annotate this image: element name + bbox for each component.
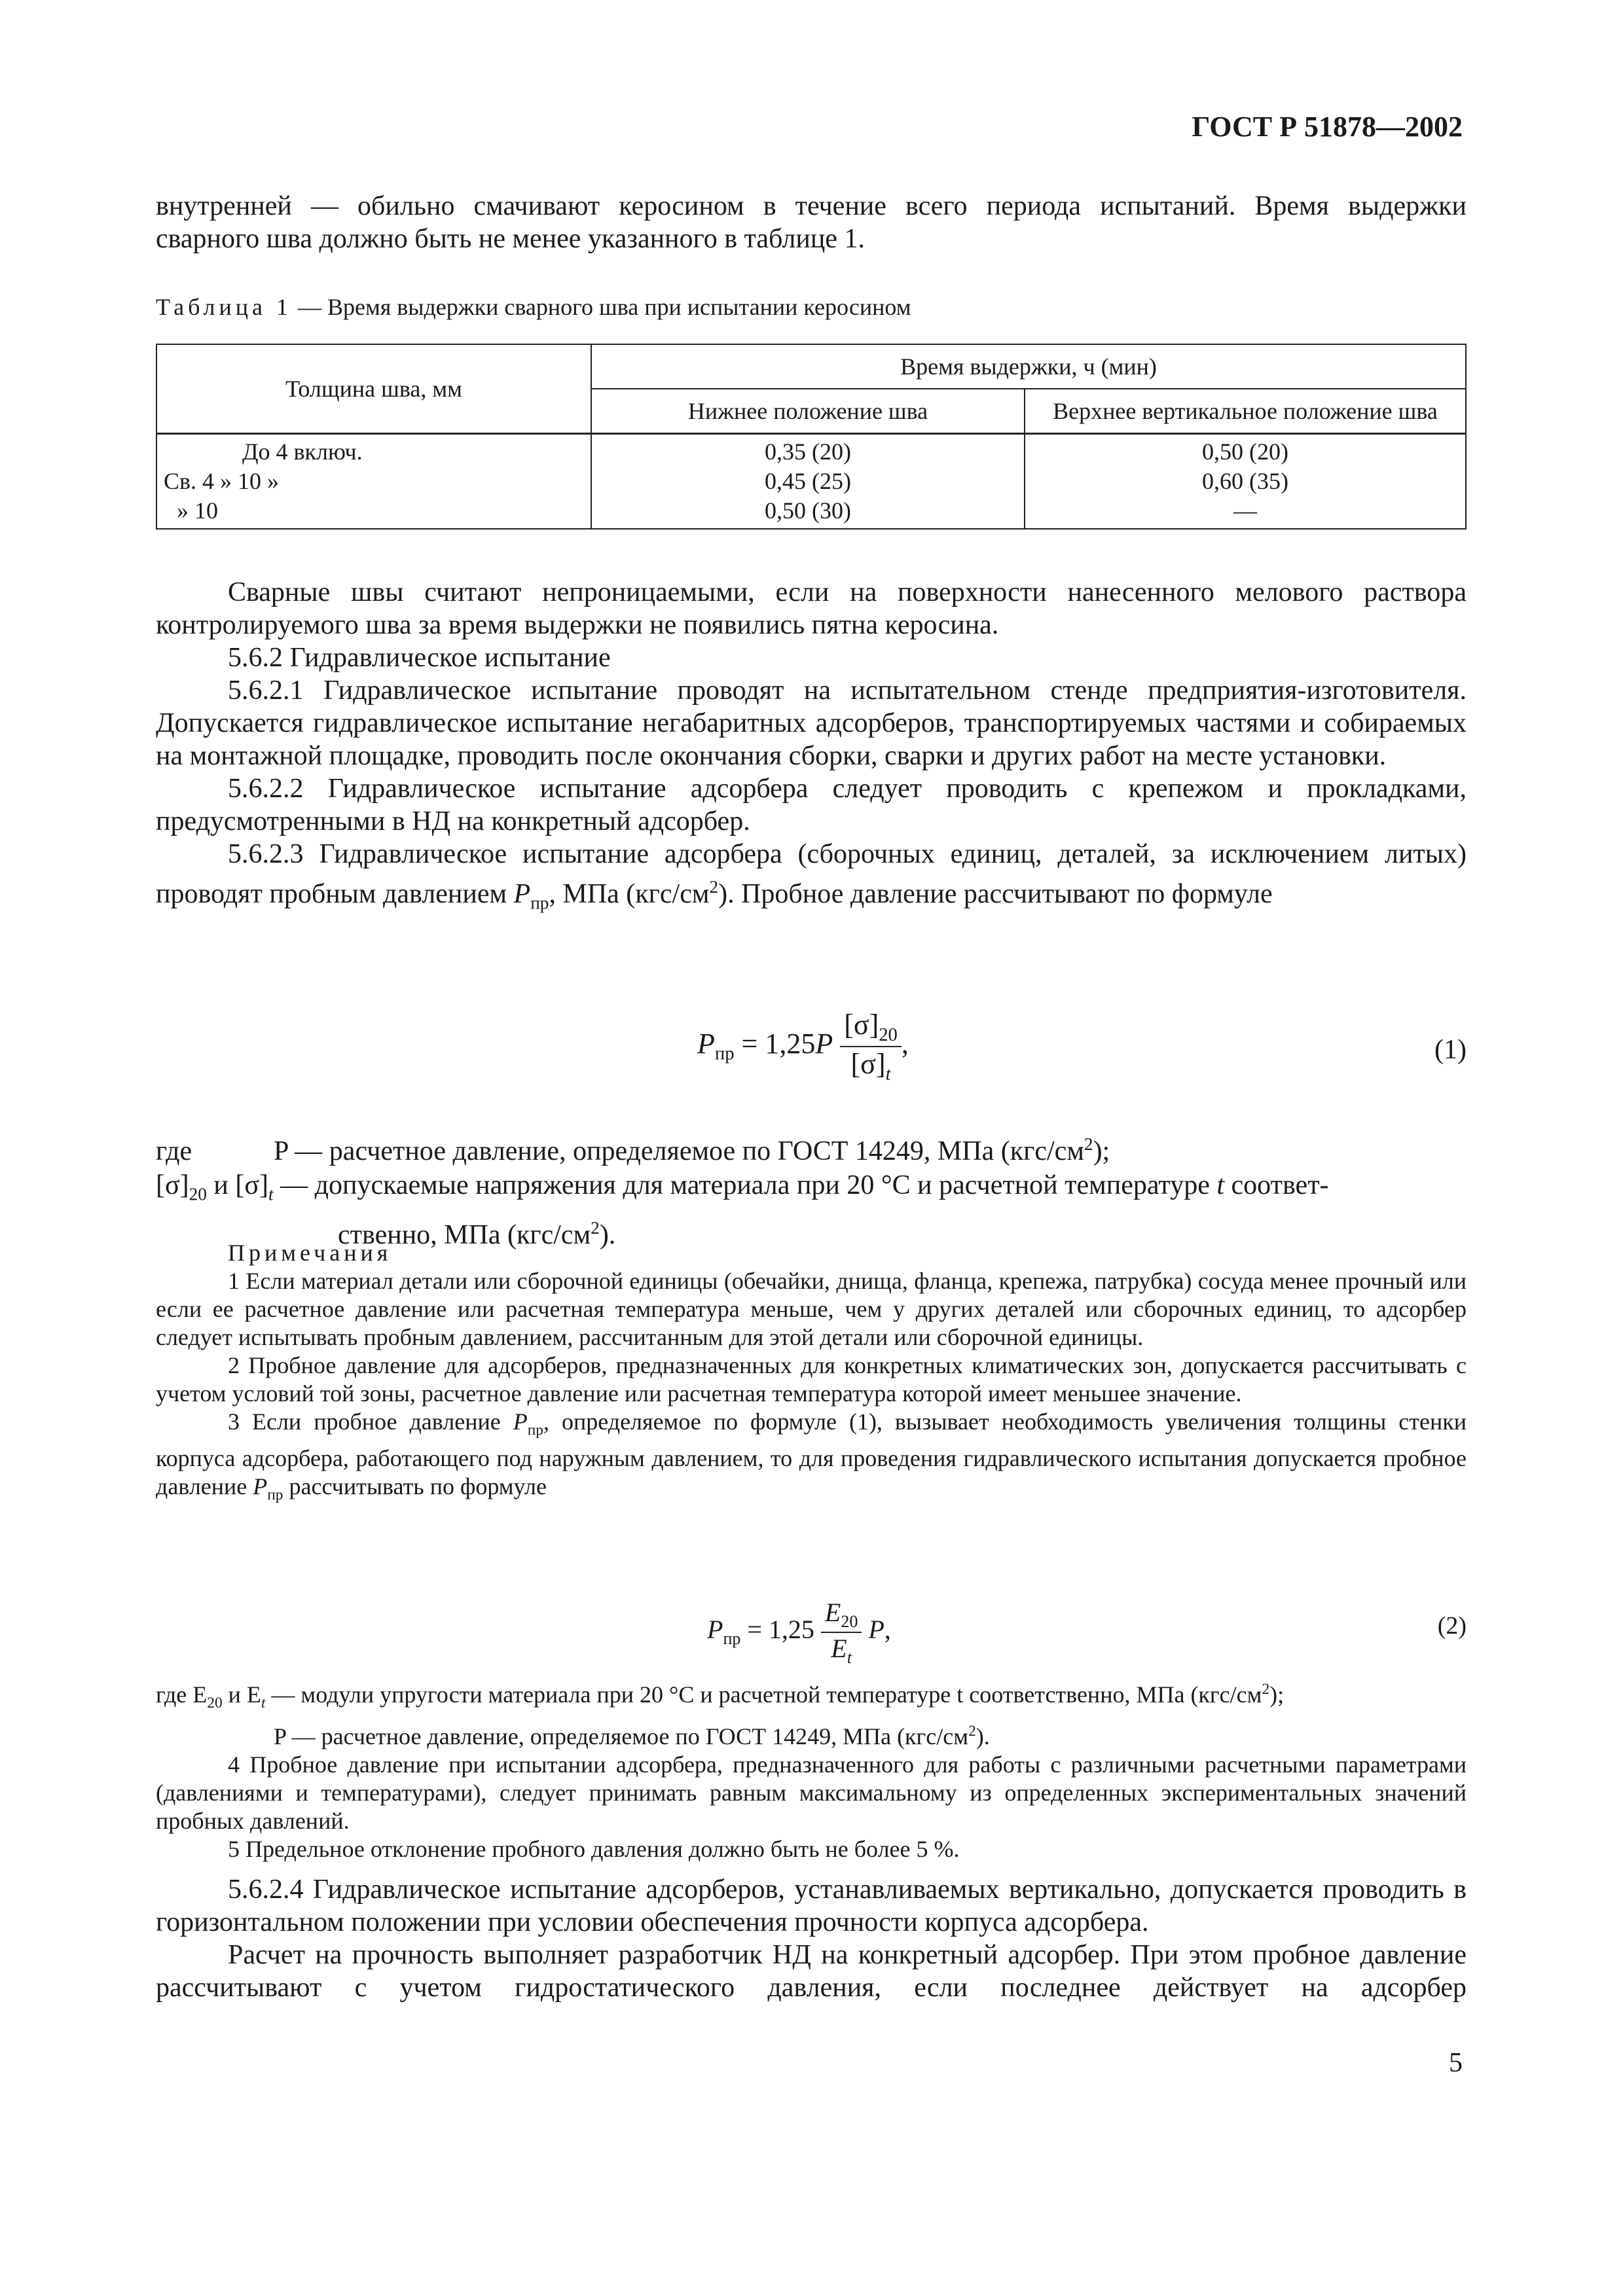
- f2-den-sub: t: [847, 1648, 852, 1667]
- note-3: [156, 1408, 1467, 1509]
- where2-line-2: P — расчетное давление, определяемое по ГОСТ 14249, МПа $(кгс/см^2)$.: [274, 1723, 990, 1750]
- n3-p1-sub: пр: [527, 1422, 543, 1439]
- table-caption-text: — Время выдержки сварного шва при испытании керосином: [291, 294, 911, 320]
- w2-e: — модули упругости материала при 20 °С и расчетной температуре t соответственно, МПа (кгс/см: [265, 1681, 1262, 1708]
- p5623-text-a: 5.6.2.3 Гидравлическое испытание адсорбера (сборочных единиц, деталей, за исключением литых) проводят пробным давлением: [156, 839, 1467, 909]
- where2-line-1: где $E_{20}$ и $E_t$ — модули упругости материала при 20 °С и расчетной температуре t соответственно, МПа $(кгс/см^2)$;: [156, 1681, 1285, 1712]
- note-5: 5 Предельное отклонение пробного давления должно быть не более 5 %.: [228, 1836, 960, 1863]
- header-thickness: Толщина шва, мм: [156, 344, 591, 433]
- p-subscript: пр: [530, 893, 549, 913]
- f1-lhs-sub: пр: [714, 1043, 735, 1064]
- intro-line-2: сварного шва должно быть не менее указанного в таблице 1.: [156, 224, 865, 254]
- p-symbol: P: [513, 879, 531, 909]
- paragraph-5-6-2-1: 5.6.2.1 Гидравлическое испытание проводят на испытательном стенде предприятия-изготовителя. Допускается гидравлическое испытание негабаритных адсорберов, транспортируемых частями и собираемых на монтажной площадке, проводить после окончания сборки, сварки и других работ на месте установки.: [156, 675, 1467, 771]
- equation-number-2: (2): [1437, 1612, 1467, 1640]
- note-1: 1 Если материал детали или сборочной единицы (обечайки, днища, фланца, крепежа, патрубка) сосуда менее прочный или если ее расчетное давление или расчетная температура меньше, чем у других деталей или сборочных единиц, то адсорбер следует испытывать пробным давлением, рассчитанным для этой детали или сборочной единицы.: [156, 1268, 1467, 1350]
- table-caption: [156, 293, 1467, 321]
- f2-den: E: [831, 1634, 847, 1663]
- sup-2: 2: [709, 877, 719, 897]
- table-cell: 0,45 (25): [765, 467, 851, 494]
- formula-1: [697, 1008, 909, 1085]
- n3-p2: P: [253, 1473, 268, 1500]
- f2-num-sub: 20: [841, 1612, 858, 1631]
- f1-coef: = 1,25: [741, 1027, 816, 1060]
- n3-b: , определяемое по формуле (1), вызывает необходимость увеличения толщины стенки корпуса адсорбера, работающего под наружным давлением, то для проведения гидравлического испытания допускается пробное давление: [156, 1408, 1467, 1500]
- p5623-text-b: , МПа (кгс/см: [549, 879, 710, 909]
- w2-b: 20: [207, 1695, 223, 1712]
- table-cell: 0,35 (20): [765, 438, 851, 465]
- f2-lhs: P: [707, 1615, 723, 1645]
- p5623-text-c: ). Пробное давление рассчитывают по формуле: [718, 879, 1273, 909]
- f1-fraction: [840, 1008, 902, 1085]
- table-cell: —: [1233, 497, 1257, 524]
- paragraph-5-6-2-3: [156, 838, 1467, 919]
- p-definition: P — расчетное давление, определяемое по ГОСТ 14249, МПа (кгс/см: [274, 1136, 1084, 1166]
- table-row: До 4 включ.: [242, 438, 363, 465]
- f1-num-sub: 20: [879, 1024, 898, 1045]
- table-row: » 10: [177, 497, 218, 524]
- header-upper: Верхнее вертикальное положение шва: [1025, 389, 1466, 433]
- table-cell: 0,50 (20): [1202, 438, 1288, 465]
- w2-a: где E: [156, 1681, 208, 1708]
- f1-p: P: [815, 1027, 833, 1060]
- table-row: Св. 4 » 10 »: [164, 467, 280, 494]
- f1-den: [σ]: [850, 1047, 886, 1080]
- sigma-a: [σ]: [156, 1170, 189, 1200]
- table-cell: 0,50 (30): [765, 497, 851, 524]
- f2-lhs-sub: пр: [723, 1629, 741, 1649]
- w2-c: и E: [222, 1681, 261, 1708]
- f1-num: [σ]: [844, 1009, 879, 1041]
- page-number: 5: [1449, 2048, 1463, 2078]
- n3-p2-sub: пр: [267, 1486, 283, 1504]
- header-time: Время выдержки, ч (мин): [591, 344, 1466, 389]
- n3-p1: P: [513, 1408, 528, 1435]
- equation-number-1: (1): [1434, 1035, 1467, 1065]
- lower-column: [591, 433, 1025, 529]
- paragraph-5-6-2-4: 5.6.2.4 Гидравлическое испытание адсорберов, устанавливаемых вертикально, допускается проводить в горизонтальном положении при условии обеспечения прочности корпуса адсорбера.: [156, 1874, 1467, 1937]
- f2-fraction: [821, 1597, 862, 1668]
- intro-line-1: внутренней — обильно смачивают керосином в течение всего периода испытаний. Время выдержки: [156, 191, 1467, 221]
- table-caption-label: Таблица 1: [156, 294, 292, 320]
- document-header: ГОСТ Р 51878—2002: [1192, 111, 1463, 143]
- heading-5-6-2: 5.6.2 Гидравлическое испытание: [228, 643, 611, 673]
- table-1: [156, 344, 1467, 529]
- thickness-column: [156, 433, 591, 529]
- f1-lhs: P: [697, 1027, 715, 1060]
- formula-1-legend: где P — расчетное давление, определяемое по ГОСТ 14249, МПа $(кгс/см^2)$; $[\sigma]_{20}$ и $[\sigma]_t$ — допускаемые напряжения для материала при 20 °С и расчетной температуре t соответ- ственно, МПа $(кгс/см^2)$.: [156, 1134, 1329, 1251]
- sigma-d: t: [268, 1184, 274, 1204]
- sigma-b: 20: [189, 1184, 207, 1204]
- formula-2-legend: [156, 1676, 1467, 1863]
- f1-den-sub: t: [885, 1064, 891, 1085]
- f1-tail: ,: [901, 1027, 909, 1060]
- body-section: [156, 576, 1467, 919]
- sigma-c: и [σ]: [206, 1170, 269, 1200]
- formula-2: [707, 1597, 891, 1668]
- f2-tail: ,: [884, 1615, 891, 1645]
- f2-num: E: [824, 1598, 841, 1627]
- intro-paragraph: [156, 190, 1467, 255]
- upper-column: [1025, 433, 1466, 529]
- notes-section: [156, 1239, 1467, 1509]
- note-4: 4 Пробное давление при испытании адсорбера, предназначенного для работы с различными расчетными параметрами (давлениями и температурами), следует принимать равным максимальному из определенных экспериментальных значений пробных давлений.: [156, 1751, 1467, 1835]
- header-lower: Нижнее положение шва: [591, 389, 1025, 433]
- n3-c: рассчитывать по формуле: [283, 1473, 547, 1500]
- where-label: где: [156, 1136, 192, 1166]
- tail-section: [156, 1873, 1467, 2004]
- w2-d: t: [261, 1695, 266, 1712]
- f2-coef: = 1,25: [747, 1615, 814, 1645]
- w2-line2: P — расчетное давление, определяемое по ГОСТ 14249, МПа (кгс/см: [274, 1723, 969, 1750]
- sigma-f: t: [1216, 1170, 1225, 1200]
- n3-a: 3 Если пробное давление: [228, 1408, 513, 1435]
- sigma-h: ственно, МПа (кгс/см: [338, 1220, 591, 1251]
- sigma-g: соответ-: [1224, 1170, 1329, 1200]
- paragraph-seal: Сварные швы считают непроницаемыми, если на поверхности нанесенного мелового раствора контролируемого шва за время выдержки не появились пятна керосина.: [156, 577, 1467, 640]
- note-2: 2 Пробное давление для адсорберов, предназначенных для конкретных климатических зон, допускается рассчитывать с учетом условий той зоны, расчетное давление или расчетная температура которой имеет меньшее значение.: [156, 1352, 1467, 1407]
- paragraph-5-6-2-2: 5.6.2.2 Гидравлическое испытание адсорбера следует проводить с крепежом и прокладками, предусмотренными в НД на конкретный адсорбер.: [156, 774, 1467, 836]
- notes-title: Примечания: [228, 1240, 392, 1266]
- f2-p: P: [868, 1615, 884, 1645]
- table-cell: 0,60 (35): [1202, 467, 1288, 494]
- paragraph-strength-calc: Расчет на прочность выполняет разработчик НД на конкретный адсорбер. При этом пробное давление рассчитывают с учетом гидростатического давления, если последнее действует на адсорбер: [156, 1940, 1467, 2003]
- sigma-e: — допускаемые напряжения для материала при 20 °С и расчетной температуре: [273, 1170, 1217, 1200]
